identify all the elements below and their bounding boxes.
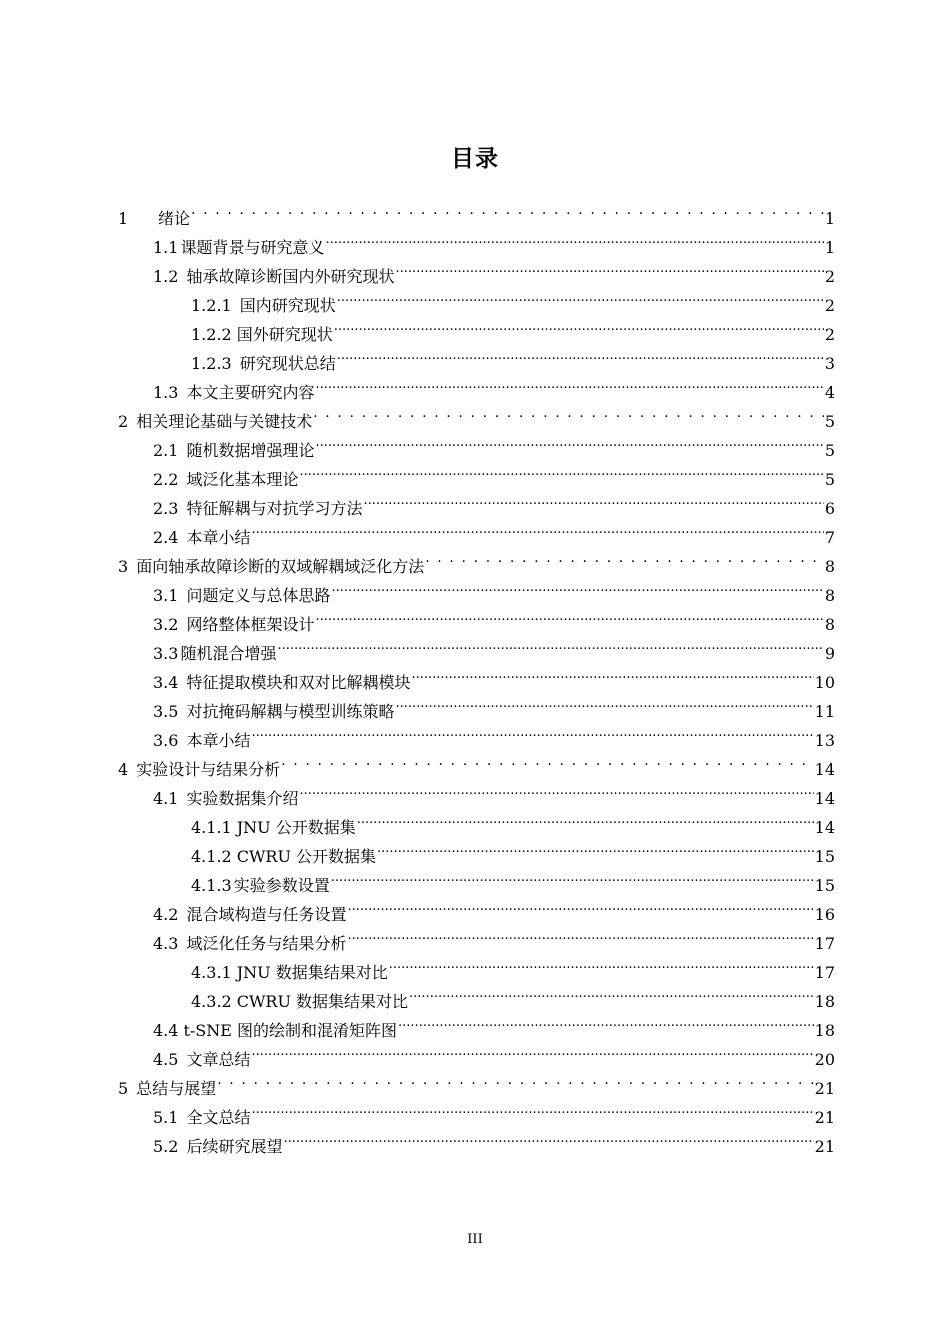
dot-leader	[299, 776, 813, 804]
toc-entry-label: 轴承故障诊断国内外研究现状	[186, 267, 395, 286]
toc-entry-subsection[interactable]	[191, 950, 835, 982]
toc-entry-label: 问题定义与总体思路	[186, 586, 331, 605]
dot-leader	[277, 631, 823, 659]
dot-leader	[347, 892, 813, 920]
toc-entry-label: 后续研究展望	[186, 1137, 283, 1156]
toc-entry-page: 10	[814, 673, 835, 692]
toc-entry-page: 2	[824, 296, 835, 315]
toc-entry-page: 2	[824, 325, 835, 344]
toc-entry-chapter[interactable]	[118, 196, 835, 228]
toc-entry-label: 特征解耦与对抗学习方法	[186, 499, 363, 518]
toc-entry-page: 4	[824, 383, 835, 402]
toc-entry-section[interactable]	[153, 254, 835, 286]
toc-entry-section[interactable]	[153, 892, 835, 924]
dot-leader	[251, 1037, 813, 1065]
toc-entry-page: 18	[814, 992, 835, 1011]
toc-entry-label: CWRU 数据集结果对比	[236, 992, 409, 1011]
toc-entry-page: 20	[814, 1050, 835, 1069]
dot-leader	[377, 834, 814, 862]
toc-entry-page: 17	[814, 963, 835, 982]
toc-entry-number: 4.1.1	[191, 818, 232, 837]
toc-entry-number: 1	[118, 209, 129, 228]
toc-entry-label: 本章小结	[186, 528, 251, 547]
toc-entry-label: JNU 公开数据集	[236, 818, 356, 837]
dot-leader	[217, 1066, 813, 1094]
toc-entry-section[interactable]	[153, 457, 835, 489]
toc-entry-page: 1	[824, 238, 835, 257]
toc-entry-label: 域泛化基本理论	[186, 470, 299, 489]
toc-entry-page: 13	[814, 731, 835, 750]
toc-entry-number: 5	[118, 1079, 129, 1098]
toc-entry-page: 11	[814, 702, 835, 721]
toc-entry-subsection[interactable]	[191, 312, 835, 344]
toc-entry-chapter[interactable]	[118, 747, 835, 779]
toc-entry-page: 16	[814, 905, 835, 924]
toc-entry-label: 域泛化任务与结果分析	[186, 934, 347, 953]
dot-leader	[395, 254, 823, 282]
toc-entry-page: 17	[814, 934, 835, 953]
toc-entry-label: 文章总结	[186, 1050, 251, 1069]
toc-entry-chapter[interactable]	[118, 399, 835, 431]
toc-entry-number: 3.5	[153, 702, 179, 721]
dot-leader	[331, 573, 823, 601]
toc-entry-page: 21	[814, 1108, 835, 1127]
toc-entry-subsection[interactable]	[191, 341, 835, 373]
toc-entry-section[interactable]	[153, 1124, 835, 1156]
toc-entry-number: 1.1	[153, 238, 179, 257]
dot-leader	[395, 689, 813, 717]
toc-entry-page: 21	[814, 1137, 835, 1156]
toc-entry-page: 8	[824, 586, 835, 605]
toc-entry-label: 特征提取模块和双对比解耦模块	[186, 673, 411, 692]
toc-entry-section[interactable]	[153, 486, 835, 518]
toc-entry-label: 实验设计与结果分析	[136, 760, 281, 779]
dot-leader	[363, 486, 823, 514]
toc-entry-number: 3.3	[153, 644, 179, 663]
dot-leader	[251, 718, 813, 746]
toc-entry-label: 混合域构造与任务设置	[186, 905, 347, 924]
toc-entry-page: 18	[814, 1021, 835, 1040]
toc-entry-page: 21	[814, 1079, 835, 1098]
dot-leader	[251, 1095, 813, 1123]
dot-leader	[191, 196, 824, 224]
toc-entry-section[interactable]	[153, 1037, 835, 1069]
toc-entry-page: 5	[824, 441, 835, 460]
dot-leader	[425, 544, 824, 572]
toc-entry-label: 随机数据增强理论	[186, 441, 315, 460]
toc-entry-page: 8	[824, 615, 835, 634]
toc-entry-page: 1	[824, 209, 835, 228]
dot-leader	[337, 341, 824, 369]
toc-entry-number: 1.2.2	[191, 325, 232, 344]
toc-entry-subsection[interactable]	[191, 834, 835, 866]
toc-entry-subsection[interactable]	[191, 805, 835, 837]
dot-leader	[409, 979, 814, 1007]
toc-entry-number: 5.1	[153, 1108, 179, 1127]
toc-entry-section[interactable]	[153, 515, 835, 547]
toc-entry-title	[153, 1133, 282, 1161]
toc-entry-section[interactable]	[153, 1095, 835, 1127]
dot-leader	[411, 660, 813, 688]
toc-entry-number: 2.1	[153, 441, 179, 460]
toc-entry-label: 面向轴承故障诊断的双域解耦域泛化方法	[136, 557, 425, 576]
toc-entry-number: 3.4	[153, 673, 179, 692]
toc-entry-number: 1.2.3	[191, 354, 232, 373]
dot-leader	[315, 370, 823, 398]
toc-entry-number: 3.6	[153, 731, 179, 750]
toc-entry-section[interactable]	[153, 718, 835, 750]
toc-entry-label: 对抗掩码解耦与模型训练策略	[186, 702, 395, 721]
toc-entry-label: 研究现状总结	[239, 354, 336, 373]
toc-entry-page: 3	[824, 354, 835, 373]
toc-entry-label: 总结与展望	[136, 1079, 217, 1098]
toc-entry-label: 课题背景与研究意义	[180, 238, 325, 257]
toc-entry-section[interactable]	[153, 428, 835, 460]
toc-entry-page: 14	[814, 789, 835, 808]
toc-entry-number: 2	[118, 412, 129, 431]
toc-entry-page: 6	[824, 499, 835, 518]
toc-entry-number: 4	[118, 760, 129, 779]
toc-entry-page: 14	[814, 818, 835, 837]
toc-entry-number: 4.1.2	[191, 847, 232, 866]
toc-entry-page: 5	[824, 412, 835, 431]
toc-entry-number: 4.5	[153, 1050, 179, 1069]
toc-entry-page: 14	[814, 760, 835, 779]
toc-entry-number: 1.2	[153, 267, 179, 286]
page-title: 目录	[451, 146, 499, 172]
toc-entry-section[interactable]	[153, 573, 835, 605]
dot-leader	[357, 805, 814, 833]
page-number: III	[467, 1232, 483, 1247]
dot-leader	[299, 457, 823, 485]
dot-leader	[283, 1124, 813, 1152]
toc-entry-chapter[interactable]	[118, 1066, 835, 1098]
toc-entry-number: 4.1	[153, 789, 179, 808]
toc-entry-number: 4.2	[153, 905, 179, 924]
toc-entry-subsection[interactable]	[191, 283, 835, 315]
toc-entry-section[interactable]	[153, 1008, 835, 1040]
dot-leader	[347, 921, 813, 949]
toc-entry-number: 1.2.1	[191, 296, 232, 315]
toc-entry-section[interactable]	[153, 225, 835, 257]
toc-entry-section[interactable]	[153, 660, 835, 692]
toc-entry-chapter[interactable]	[118, 544, 835, 576]
toc-entry-subsection[interactable]	[191, 863, 835, 895]
toc-entry-page: 7	[824, 528, 835, 547]
toc-entry-number: 4.3.1	[191, 963, 232, 982]
toc-entry-label: 绪论	[158, 209, 191, 228]
toc-entry-label: 实验参数设置	[233, 876, 330, 895]
toc-entry-label: t-SNE 图的绘制和混淆矩阵图	[183, 1021, 398, 1040]
toc-entry-label: 相关理论基础与关键技术	[136, 412, 313, 431]
toc-entry-label: 网络整体框架设计	[186, 615, 315, 634]
dot-leader	[315, 428, 823, 456]
toc-entry-label: 本文主要研究内容	[186, 383, 315, 402]
toc-entry-number: 2.2	[153, 470, 179, 489]
toc-entry-number: 4.3.2	[191, 992, 232, 1011]
toc-entry-subsection[interactable]	[191, 979, 835, 1011]
dot-leader	[313, 399, 824, 427]
toc-entry-page: 2	[824, 267, 835, 286]
toc-entry-section[interactable]	[153, 602, 835, 634]
toc-entry-label: JNU 数据集结果对比	[236, 963, 388, 982]
toc-entry-number: 2.4	[153, 528, 179, 547]
toc-entry-number: 3.2	[153, 615, 179, 634]
dot-leader	[251, 515, 823, 543]
toc-entry-number: 1.3	[153, 383, 179, 402]
toc-entry-number: 4.4	[153, 1021, 179, 1040]
toc-entry-page: 8	[824, 557, 835, 576]
toc-entry-section[interactable]	[153, 689, 835, 721]
dot-leader	[337, 283, 824, 311]
toc-entry-number: 5.2	[153, 1137, 179, 1156]
dot-leader	[325, 225, 823, 253]
toc-entry-label: 国内研究现状	[239, 296, 336, 315]
dot-leader	[315, 602, 823, 630]
toc-entry-label: 国外研究现状	[236, 325, 333, 344]
toc-entry-number: 4.3	[153, 934, 179, 953]
toc-entry-section[interactable]	[153, 631, 835, 663]
toc-entry-number: 3.1	[153, 586, 179, 605]
toc-entry-number: 3	[118, 557, 129, 576]
toc-entry-section[interactable]	[153, 370, 835, 402]
toc-entry-page: 9	[824, 644, 835, 663]
toc-entry-page: 15	[814, 847, 835, 866]
dot-leader	[398, 1008, 814, 1036]
toc-entry-section[interactable]	[153, 776, 835, 808]
toc-entry-label: 全文总结	[186, 1108, 251, 1127]
dot-leader	[281, 747, 813, 775]
toc-entry-number: 2.3	[153, 499, 179, 518]
toc-entry-label: 实验数据集介绍	[186, 789, 299, 808]
dot-leader	[389, 950, 814, 978]
toc-entry-page: 15	[814, 876, 835, 895]
dot-leader	[334, 312, 824, 340]
toc-entry-label: CWRU 公开数据集	[236, 847, 377, 866]
toc-entry-section[interactable]	[153, 921, 835, 953]
toc-entry-page: 5	[824, 470, 835, 489]
toc-entry-number: 4.1.3	[191, 876, 232, 895]
toc-entry-label: 本章小结	[186, 731, 251, 750]
toc-entry-label: 随机混合增强	[180, 644, 277, 663]
dot-leader	[331, 863, 814, 891]
